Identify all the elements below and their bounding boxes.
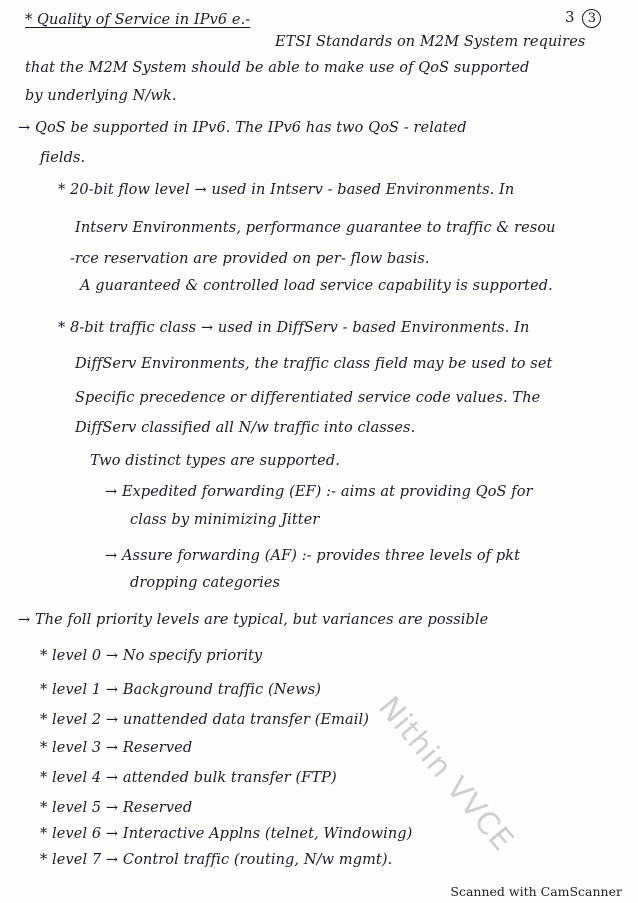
text-line: that the M2M System should be able to make use of QoS supported xyxy=(25,60,530,76)
text-line: Specific precedence or differentiated service code values. The xyxy=(75,390,541,406)
bullet-flow-level: * 20-bit flow level → used in Intserv - based Environments. In xyxy=(58,182,515,198)
priority-level-item: * level 4 → attended bulk transfer (FTP) xyxy=(40,770,337,786)
priority-level-item: * level 5 → Reserved xyxy=(40,800,193,816)
text-line: Two distinct types are supported. xyxy=(90,453,340,469)
text-line: class by minimizing Jitter xyxy=(130,512,320,528)
bullet-traffic-class: * 8-bit traffic class → used in DiffServ - based Environments. In xyxy=(58,320,530,336)
priority-level-item: * level 6 → Interactive Applns (telnet, Windowing) xyxy=(40,826,413,842)
assure-forwarding-item: → Assure forwarding (AF) :- provides three levels of pkt xyxy=(105,548,521,564)
text-line: → QoS be supported in IPv6. The IPv6 has two QoS - related xyxy=(18,120,467,136)
heading-qos-ipv6: * Quality of Service in IPv6 e.- xyxy=(25,12,251,28)
text-line: -rce reservation are provided on per- flow basis. xyxy=(70,251,430,267)
watermark: Nithin VVCE xyxy=(371,690,521,859)
text-line: Intserv Environments, performance guarantee to traffic & resou xyxy=(75,220,556,236)
text-line: DiffServ Environments, the traffic class field may be used to set xyxy=(75,356,553,372)
priority-level-item: * level 3 → Reserved xyxy=(40,740,193,756)
priority-level-item: * level 2 → unattended data transfer (Email) xyxy=(40,712,369,728)
text-line: → The foll priority levels are typical, but variances are possible xyxy=(18,612,489,628)
camscanner-footer: Scanned with CamScanner xyxy=(450,884,622,899)
text-line: A guaranteed & controlled load service capability is supported. xyxy=(80,278,553,294)
text-line: dropping categories xyxy=(130,575,281,591)
page-number-plain: 3 xyxy=(565,8,575,26)
text-line: fields. xyxy=(40,150,86,166)
priority-level-item: * level 0 → No specify priority xyxy=(40,648,263,664)
expedited-forwarding-item: → Expedited forwarding (EF) :- aims at providing QoS for xyxy=(105,484,533,500)
page-number-circled: 3 xyxy=(582,9,601,28)
text-line: DiffServ classified all N/w traffic into classes. xyxy=(75,420,416,436)
priority-level-item: * level 1 → Background traffic (News) xyxy=(40,682,322,698)
text-line: ETSI Standards on M2M System requires xyxy=(275,34,586,50)
page-number xyxy=(565,8,601,28)
text-line: by underlying N/wk. xyxy=(25,88,177,104)
priority-level-item: * level 7 → Control traffic (routing, N/w mgmt). xyxy=(40,852,393,868)
